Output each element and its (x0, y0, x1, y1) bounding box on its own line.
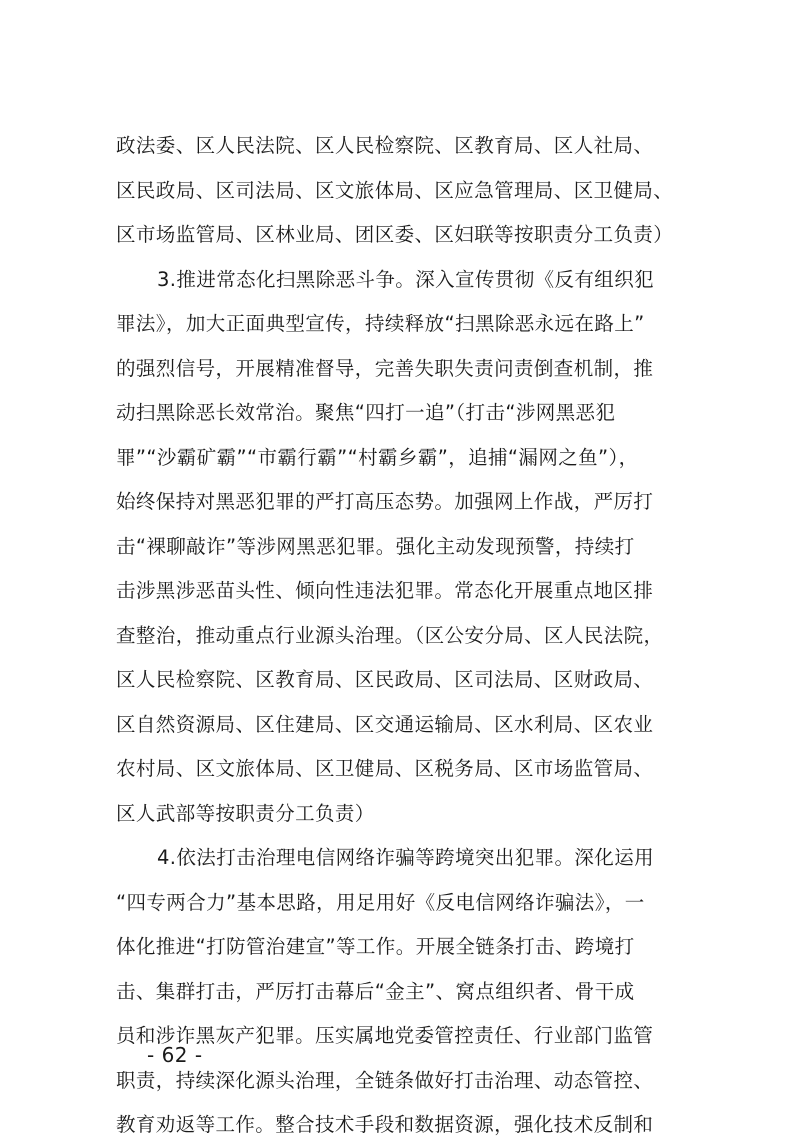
text-line: 的强烈信号，开展精准督导，完善失职失责问责倒查机制，推 (116, 356, 654, 380)
text-line: 政法委、区人民法院、区人民检察院、区教育局、区人社局、 (116, 134, 654, 157)
text-line: 区自然资源局、区住建局、区交通运输局、区水利局、区农业 (116, 712, 654, 736)
text-line: 动扫黑除恶长效常治。聚焦“四打一追”（打击“涉网黑恶犯 (116, 401, 616, 424)
text-line: 职责，持续深化源头治理，全链条做好打击治理、动态管控、 (116, 1068, 654, 1092)
paragraph-4-first-line: 4.依法打击治理电信网络诈骗等跨境突出犯罪。深化运用 (157, 846, 655, 869)
text-line: 教育劝返等工作。整合技术手段和数据资源，强化技术反制和 (116, 1113, 654, 1136)
text-line: 罪法》，加大正面典型宣传，持续释放“扫黑除恶永远在路上” (116, 312, 645, 335)
text-line: 击、集群打击，严厉打击幕后“金主”、窝点组织者、骨干成 (116, 979, 635, 1003)
text-line: 击涉黑涉恶苗头性、倾向性违法犯罪。常态化开展重点地区排 (116, 579, 654, 602)
text-line: 区民政局、区司法局、区文旅体局、区应急管理局、区卫健局、 (116, 178, 674, 202)
text-line: 区市场监管局、区林业局、团区委、区妇联等按职责分工负责） (116, 223, 674, 246)
paragraph-3-first-line: 3.推进常态化扫黑除恶斗争。深入宣传贯彻《反有组织犯 (157, 267, 655, 291)
text-line: 区人武部等按职责分工负责） (116, 801, 375, 825)
text-line: 体化推进“打防管治建宣”等工作。开展全链条打击、跨境打 (116, 935, 635, 958)
body-text (116, 124, 686, 1148)
text-line: 罪”“沙霸矿霸”“市霸行霸”“村霸乡霸”，追捕“漏网之鱼”）， (116, 445, 639, 469)
text-line: 农村局、区文旅体局、区卫健局、区税务局、区市场监管局、 (116, 757, 654, 780)
text-line: 始终保持对黑恶犯罪的严打高压态势。加强网上作战，严厉打 (116, 490, 654, 513)
page-number: - 62 - (147, 1043, 203, 1067)
text-line: 区人民检察院、区教育局、区民政局、区司法局、区财政局、 (116, 668, 654, 691)
text-line: 员和涉诈黑灰产犯罪。压实属地党委管控责任、行业部门监管 (116, 1024, 654, 1047)
text-line: 击“裸聊敲诈”等涉网黑恶犯罪。强化主动发现预警，持续打 (116, 534, 635, 558)
text-line: “四专两合力”基本思路，用足用好《反电信网络诈骗法》，一 (116, 890, 645, 914)
text-line: 查整治，推动重点行业源头治理。（区公安分局、区人民法院， (116, 623, 664, 647)
